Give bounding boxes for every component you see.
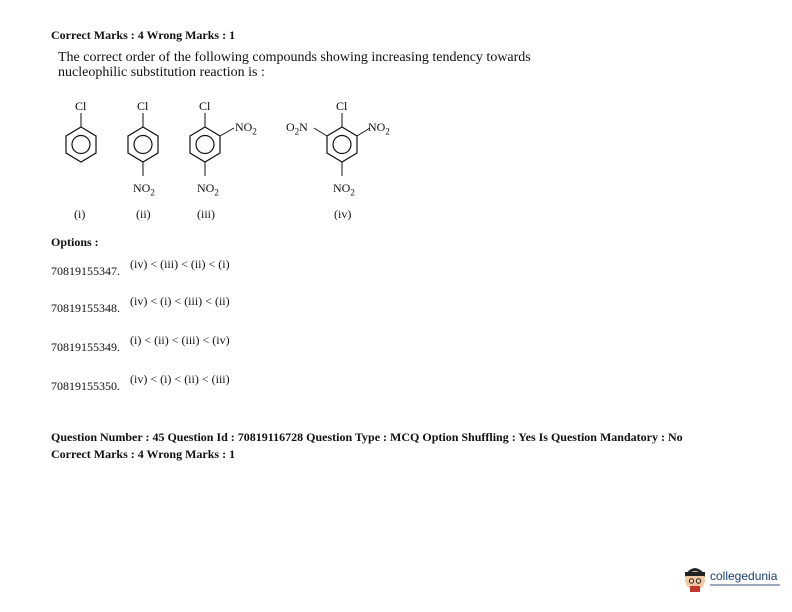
chlorobenzene-structure [60, 100, 110, 180]
options-label: Options : [51, 235, 99, 249]
label-ii: (ii) [136, 207, 151, 221]
collegedunia-logo [684, 565, 784, 595]
option-text: (i) < (ii) < (iii) < (iv) [130, 333, 230, 347]
question-line-2: nucleophilic substitution reaction is : [58, 65, 265, 80]
option-id: 70819155347. [51, 264, 120, 278]
option-4[interactable] [51, 370, 230, 393]
no2-right-iv: $NO_2$ [368, 120, 390, 137]
question-info: Question Number : 45 Question Id : 70819116728 Question Type : MCQ Option Shuffling : Yes Is Question Mandatory : No [51, 430, 683, 444]
option-text: (iv) < (i) < (iii) < (ii) [130, 294, 230, 308]
option-3[interactable] [51, 331, 230, 354]
brand-name: collegedunia [710, 569, 778, 583]
option-2[interactable] [51, 292, 230, 315]
no2-bottom-iii: $NO_2$ [197, 181, 219, 198]
option-id: 70819155349. [51, 340, 120, 354]
correct-marks-footer: Correct Marks : 4 Wrong Marks : 1 [51, 447, 236, 461]
option-text: (iv) < (iii) < (ii) < (i) [130, 257, 230, 271]
option-1[interactable] [51, 255, 230, 278]
no2-right-iii: $NO_2$ [235, 120, 257, 137]
compound-i [60, 100, 110, 185]
label-iv: (iv) [334, 207, 352, 221]
question-text [58, 50, 598, 80]
no2-bottom-iv: $NO_2$ [333, 181, 355, 198]
label-iii: (iii) [197, 207, 215, 221]
mascot-icon [684, 567, 706, 593]
cl-label: Cl [137, 99, 149, 113]
cl-label: Cl [75, 99, 87, 113]
option-id: 70819155348. [51, 301, 120, 315]
no2-bottom-ii: $NO_2$ [133, 181, 155, 198]
cl-label: Cl [199, 99, 211, 113]
option-text: (iv) < (i) < (ii) < (iii) [130, 372, 230, 386]
o2n-left-iv: $O_2N$ [286, 120, 308, 137]
option-id: 70819155350. [51, 379, 120, 393]
brand-tagline-bar [710, 584, 780, 586]
label-i: (i) [74, 207, 86, 221]
cl-label: Cl [336, 99, 348, 113]
question-line-1: The correct order of the following compounds showing increasing tendency towards [58, 50, 531, 65]
correct-marks-header: Correct Marks : 4 Wrong Marks : 1 [51, 28, 236, 42]
